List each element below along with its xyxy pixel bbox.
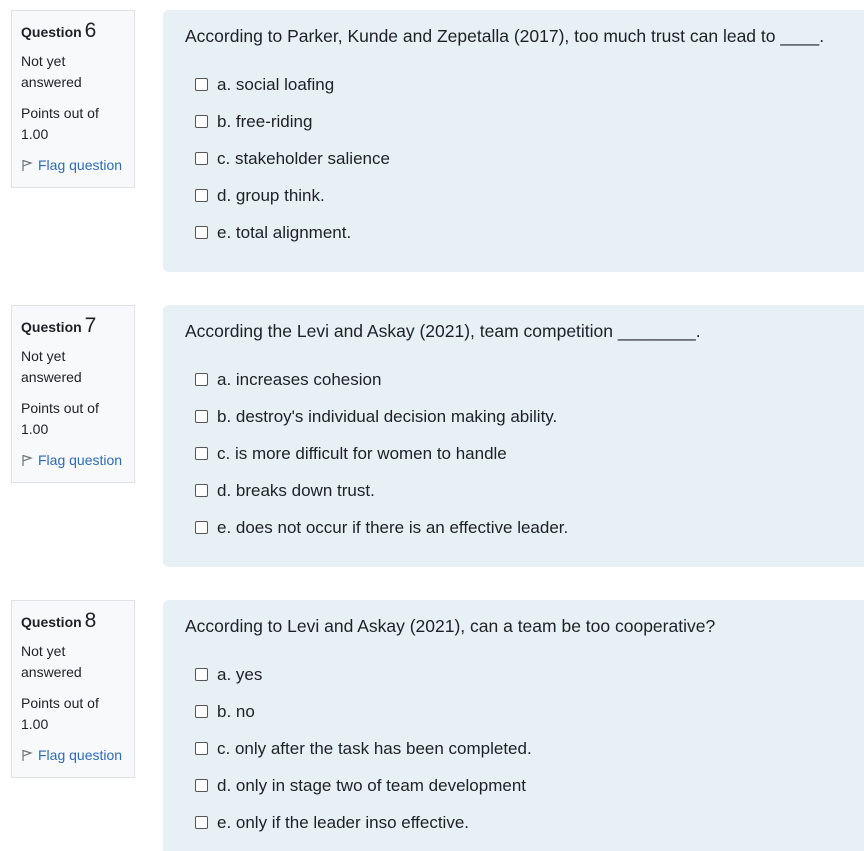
question-number <box>21 609 125 634</box>
answer-option[interactable] <box>185 214 842 251</box>
question-text: According to Levi and Askay (2021), can a team be too cooperative? <box>185 616 716 636</box>
answer-option[interactable] <box>185 693 842 730</box>
flag-question-link[interactable] <box>21 450 125 471</box>
answer-label[interactable]: d. breaks down trust. <box>217 480 375 500</box>
answer-checkbox[interactable] <box>195 152 208 165</box>
flag-icon <box>21 749 33 762</box>
question-grade: Points out of 1.00 <box>21 695 99 732</box>
answer-checkbox[interactable] <box>195 78 208 91</box>
answer-option[interactable] <box>185 398 842 435</box>
answer-checkbox[interactable] <box>195 447 208 460</box>
answer-option[interactable] <box>185 767 842 804</box>
answer-label[interactable]: a. yes <box>217 664 263 684</box>
answer-checkbox[interactable] <box>195 226 208 239</box>
flag-question-label: Flag question <box>38 747 123 763</box>
answer-label[interactable]: c. only after the task has been completed. <box>217 738 532 758</box>
question-number-value: 6 <box>84 19 97 42</box>
answer-checkbox[interactable] <box>195 705 208 718</box>
question-number <box>21 314 125 339</box>
question-label: Question <box>21 24 82 40</box>
answer-checkbox[interactable] <box>195 189 208 202</box>
answer-label[interactable]: e. does not occur if there is an effective leader. <box>217 517 569 537</box>
answer-options <box>185 656 842 841</box>
flag-question-label: Flag question <box>38 452 123 468</box>
answer-option[interactable] <box>185 140 842 177</box>
answer-option[interactable] <box>185 361 842 398</box>
question-state: Not yet answered <box>21 348 82 385</box>
flag-question-label: Flag question <box>38 157 123 173</box>
question-content <box>163 305 864 567</box>
question-number <box>21 19 125 44</box>
answer-label[interactable]: b. destroy's individual decision making ability. <box>217 406 558 426</box>
answer-checkbox[interactable] <box>195 410 208 423</box>
question-label: Question <box>21 319 82 335</box>
answer-label[interactable]: a. increases cohesion <box>217 369 382 389</box>
question-info <box>11 600 135 778</box>
answer-checkbox[interactable] <box>195 779 208 792</box>
answer-option[interactable] <box>185 730 842 767</box>
answer-option[interactable] <box>185 472 842 509</box>
answer-checkbox[interactable] <box>195 742 208 755</box>
question-text: According to Parker, Kunde and Zepetalla (2017), too much trust can lead to ____. <box>185 26 825 46</box>
answer-label[interactable]: e. only if the leader inso effective. <box>217 812 470 832</box>
answer-option[interactable] <box>185 656 842 693</box>
answer-checkbox[interactable] <box>195 115 208 128</box>
question-state: Not yet answered <box>21 643 82 680</box>
question-8 <box>0 600 864 851</box>
answer-checkbox[interactable] <box>195 668 208 681</box>
answer-label[interactable]: e. total alignment. <box>217 222 352 242</box>
question-grade: Points out of 1.00 <box>21 400 99 437</box>
answer-label[interactable]: b. free-riding <box>217 111 313 131</box>
answer-label[interactable]: d. group think. <box>217 185 325 205</box>
question-number-value: 7 <box>84 314 97 337</box>
question-label: Question <box>21 614 82 630</box>
question-content <box>163 10 864 272</box>
answer-checkbox[interactable] <box>195 373 208 386</box>
question-number-value: 8 <box>84 609 97 632</box>
answer-option[interactable] <box>185 435 842 472</box>
answer-option[interactable] <box>185 103 842 140</box>
flag-question-link[interactable] <box>21 155 125 176</box>
question-text: According the Levi and Askay (2021), team competition ________. <box>185 321 701 341</box>
question-7 <box>0 305 864 567</box>
answer-label[interactable]: a. social loafing <box>217 74 335 94</box>
question-info <box>11 10 135 188</box>
question-content <box>163 600 864 851</box>
question-info <box>11 305 135 483</box>
answer-label[interactable]: b. no <box>217 701 255 721</box>
answer-checkbox[interactable] <box>195 484 208 497</box>
answer-checkbox[interactable] <box>195 816 208 829</box>
flag-question-link[interactable] <box>21 745 125 766</box>
question-grade: Points out of 1.00 <box>21 105 99 142</box>
answer-option[interactable] <box>185 509 842 546</box>
flag-icon <box>21 159 33 172</box>
answer-options <box>185 361 842 546</box>
answer-options <box>185 66 842 251</box>
answer-label[interactable]: d. only in stage two of team development <box>217 775 527 795</box>
answer-label[interactable]: c. stakeholder salience <box>217 148 390 168</box>
question-6 <box>0 10 864 272</box>
flag-icon <box>21 454 33 467</box>
answer-label[interactable]: c. is more difficult for women to handle <box>217 443 507 463</box>
question-state: Not yet answered <box>21 53 82 90</box>
answer-option[interactable] <box>185 66 842 103</box>
answer-option[interactable] <box>185 177 842 214</box>
answer-checkbox[interactable] <box>195 521 208 534</box>
answer-option[interactable] <box>185 804 842 841</box>
